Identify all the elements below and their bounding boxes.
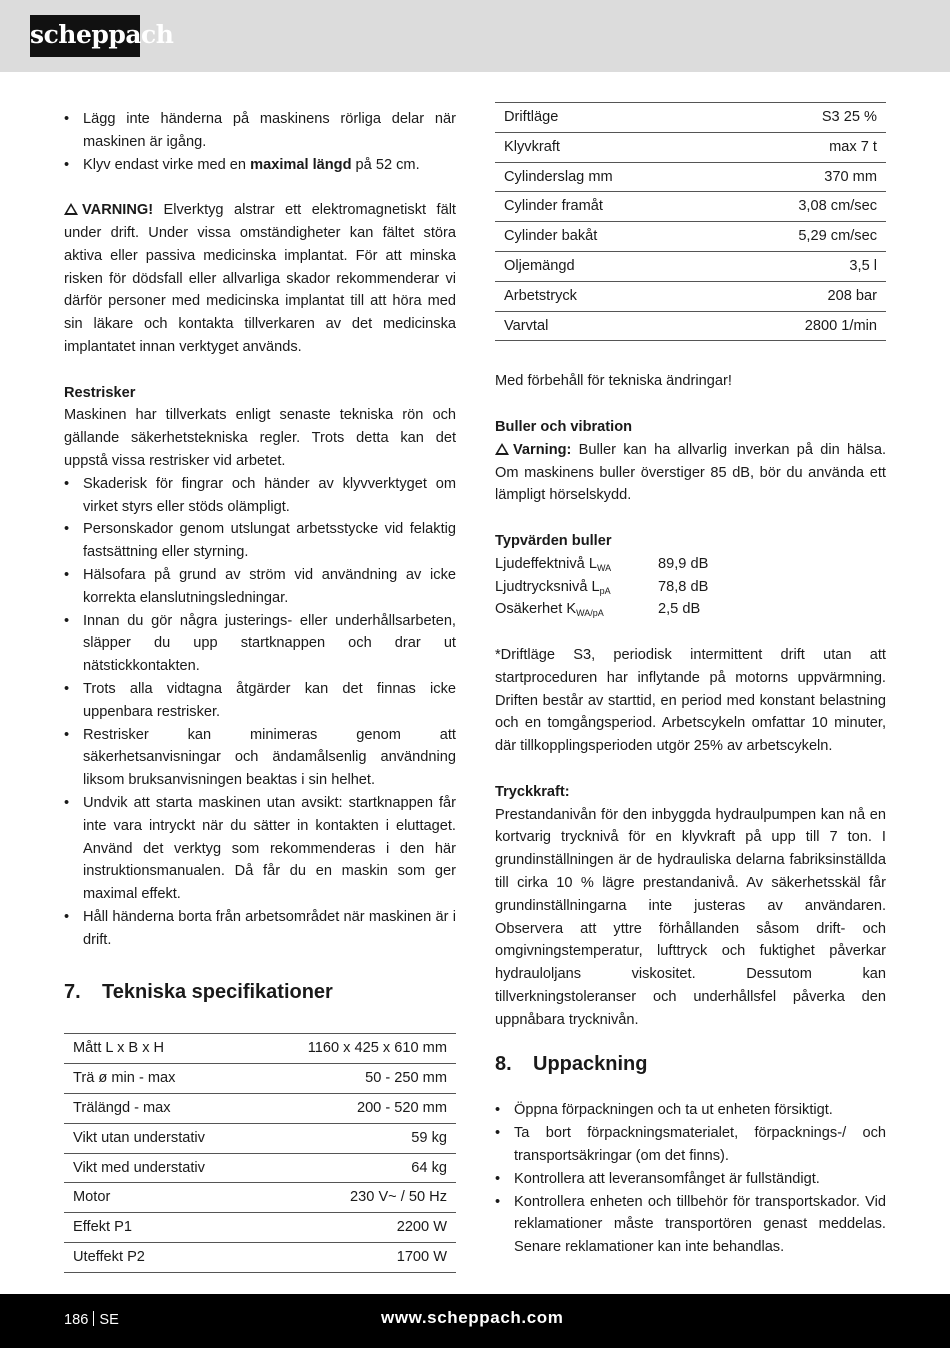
table-row: Trälängd - max 200 - 520 mm: [64, 1094, 456, 1124]
section-8-heading: 8. Uppackning: [495, 1053, 648, 1076]
list-item: • Restrisker kan minimeras genom att säkerhetsanvisningar och ändamålsenlig användning liksom bruksanvisningen beaktas i sin helhet.: [64, 726, 456, 789]
s3-note: *Driftläge S3, periodisk intermittent drift utan att startproceduren har inflytande på motorns uppvärmning. Driften består av starttid, en period med konstant belastning och en tomgångsperiod. Arbetscykeln omfattar 10 minuter, där tillkopplingsperioden utgör 25% av arbetscykeln.: [495, 646, 886, 755]
table-row: Cylinder bakåt 5,29 cm/sec: [495, 222, 886, 252]
table-row: Ljudeffektnivå $L_{WA}$ 89,9 dB: [495, 555, 709, 573]
section-7-heading: 7. Tekniska specifikationer: [64, 981, 333, 1004]
footer-bar: [0, 1294, 950, 1348]
table-row: Oljemängd 3,5 l: [495, 251, 886, 281]
restrisker-list: [64, 473, 456, 952]
table-row: Osäkerhet $K_{WA/pA}$ 2,5 dB: [495, 601, 701, 619]
list-item: • Klyv endast virke med en maximal längd på 52 cm.: [64, 156, 420, 173]
list-item: • Personskador genom utslungat arbetsstycke vid felaktig fastsättning eller styrning.: [64, 521, 456, 561]
warning-triangle-icon: [64, 203, 78, 215]
unpack-list: [495, 1099, 886, 1259]
table-row: Uteffekt P2 1700 W: [64, 1243, 456, 1273]
list-item: • Hälsofara på grund av ström vid användning av icke korrekta elanslutningsledningar.: [64, 566, 456, 606]
list-item: • Kontrollera att leveransomfånget är fullständigt.: [495, 1170, 820, 1187]
table-row: Effekt P1 2200 W: [64, 1213, 456, 1243]
emf-warning: VARNING! Elverktyg alstrar ett elektromagnetiskt fält under drift. Under vissa omständigheter kan fältet störa aktiva eller passiva medicinska implantat. För att minska risken för dödsfall eller allvarliga skador rekommenderar vi därför personer med medicinska implantat till att höra med sin läkare och kontakta tillverkaren av det medicinska implantatet innan verktyget används.: [64, 202, 456, 355]
tryckkraft-heading: Tryckkraft:: [495, 783, 570, 800]
table-row: Vikt med understativ 64 kg: [64, 1153, 456, 1183]
reservation-note: Med förbehåll för tekniska ändringar!: [495, 373, 732, 390]
noise-values-table: [495, 553, 708, 621]
restrisker-intro: Maskinen har tillverkats enligt senaste tekniska rön och gällande säkerhetstekniska regler. Trots detta kan det uppstå vissa restrisker vid arbetet.: [64, 407, 456, 469]
table-row: Cylinderslag mm 370 mm: [495, 162, 886, 192]
list-item: • Undvik att starta maskinen utan avsikt: startknappen får inte vara intryckt när du sätter in kontakten i eluttaget. Använd det verktyg som rekommenderas i den här instruktionsmanualen. Då får du en maskin som ger maximal effekt.: [64, 794, 456, 903]
table-row: Mått L x B x H 1160 x 425 x 610 mm: [64, 1034, 456, 1064]
list-item: • Lägg inte händerna på maskinens rörliga delar när maskinen är igång.: [64, 111, 456, 150]
left-column: [64, 108, 456, 1273]
list-item: • Håll händerna borta från arbetsområdet när maskinen är i drift.: [64, 908, 456, 948]
website-link[interactable]: www.scheppach.com: [381, 1308, 564, 1327]
divider: [93, 1311, 94, 1326]
noise-heading: Buller och vibration: [495, 418, 633, 435]
list-item: • Innan du gör några justerings- eller underhållsarbeten, släpper du upp startknappen och drar ut nätstickkontakten.: [64, 612, 456, 675]
noise-warning: Varning: Buller kan ha allvarlig inverkan på din hälsa. Om maskinens buller överstiger 85 dB, bör du använda ett lämpligt hörselskydd.: [495, 441, 886, 504]
scheppach-logo: scheppach: [30, 15, 140, 57]
spec-table-left: [64, 1033, 456, 1272]
list-item: • Kontrollera enheten och tillbehör för transportskador. Vid reklamationer måste transportören genast meddelas. Senare reklamationer kan inte behandlas.: [495, 1193, 886, 1256]
table-row: Arbetstryck 208 bar: [495, 281, 886, 311]
tryckkraft-text: Prestandanivån för den inbyggda hydraulpumpen kan nå en kortvarig trycknivå för en klyvkraft på upp till 7 ton. I grundinställningen är de hydrauliska delarna fabriksinställda till cirka 10 % lägre prestandanivå. Av säkerhetsskäl får grundinställningarna inte justeras av användaren. Observera att yttre förhållanden såsom drift- och omgivningstemperatur, lufttryck och fuktighet påverkar hydrauloljans viskositet. Dessutom kan tillverkningstoleranser och underhållsfel påverka den uppnåbara trycknivån.: [495, 806, 886, 1028]
warning-triangle-icon: [495, 443, 509, 455]
table-row: Ljudtrycksnivå $L_{pA}$ 78,8 dB: [495, 578, 709, 596]
list-item: • Ta bort förpackningsmaterialet, förpacknings-/ och transportsäkringar (om det finns).: [495, 1125, 886, 1165]
header-bar: [0, 0, 950, 72]
table-row: Trä ø min - max 50 - 250 mm: [64, 1064, 456, 1094]
page-number: 186 SE: [64, 1312, 119, 1328]
list-item: • Skaderisk för fingrar och händer av klyvverktyget om virket styrs eller stöds olämpligt.: [64, 475, 456, 515]
restrisker-heading: Restrisker: [64, 384, 136, 401]
table-row: Driftläge S3 25 %: [495, 103, 886, 133]
spec-table-right: [495, 102, 886, 341]
intro-bullets: [64, 108, 456, 176]
table-row: Varvtal 2800 1/min: [495, 311, 886, 341]
table-row: Motor 230 V~ / 50 Hz: [64, 1183, 456, 1213]
table-row: Vikt utan understativ 59 kg: [64, 1123, 456, 1153]
list-item: • Öppna förpackningen och ta ut enheten försiktigt.: [495, 1102, 833, 1119]
list-item: • Trots alla vidtagna åtgärder kan det finnas icke uppenbara restrisker.: [64, 680, 456, 720]
table-row: Klyvkraft max 7 t: [495, 132, 886, 162]
table-row: Cylinder framåt 3,08 cm/sec: [495, 192, 886, 222]
typvarden-heading: Typvärden buller: [495, 532, 612, 549]
right-column: [495, 102, 886, 1259]
